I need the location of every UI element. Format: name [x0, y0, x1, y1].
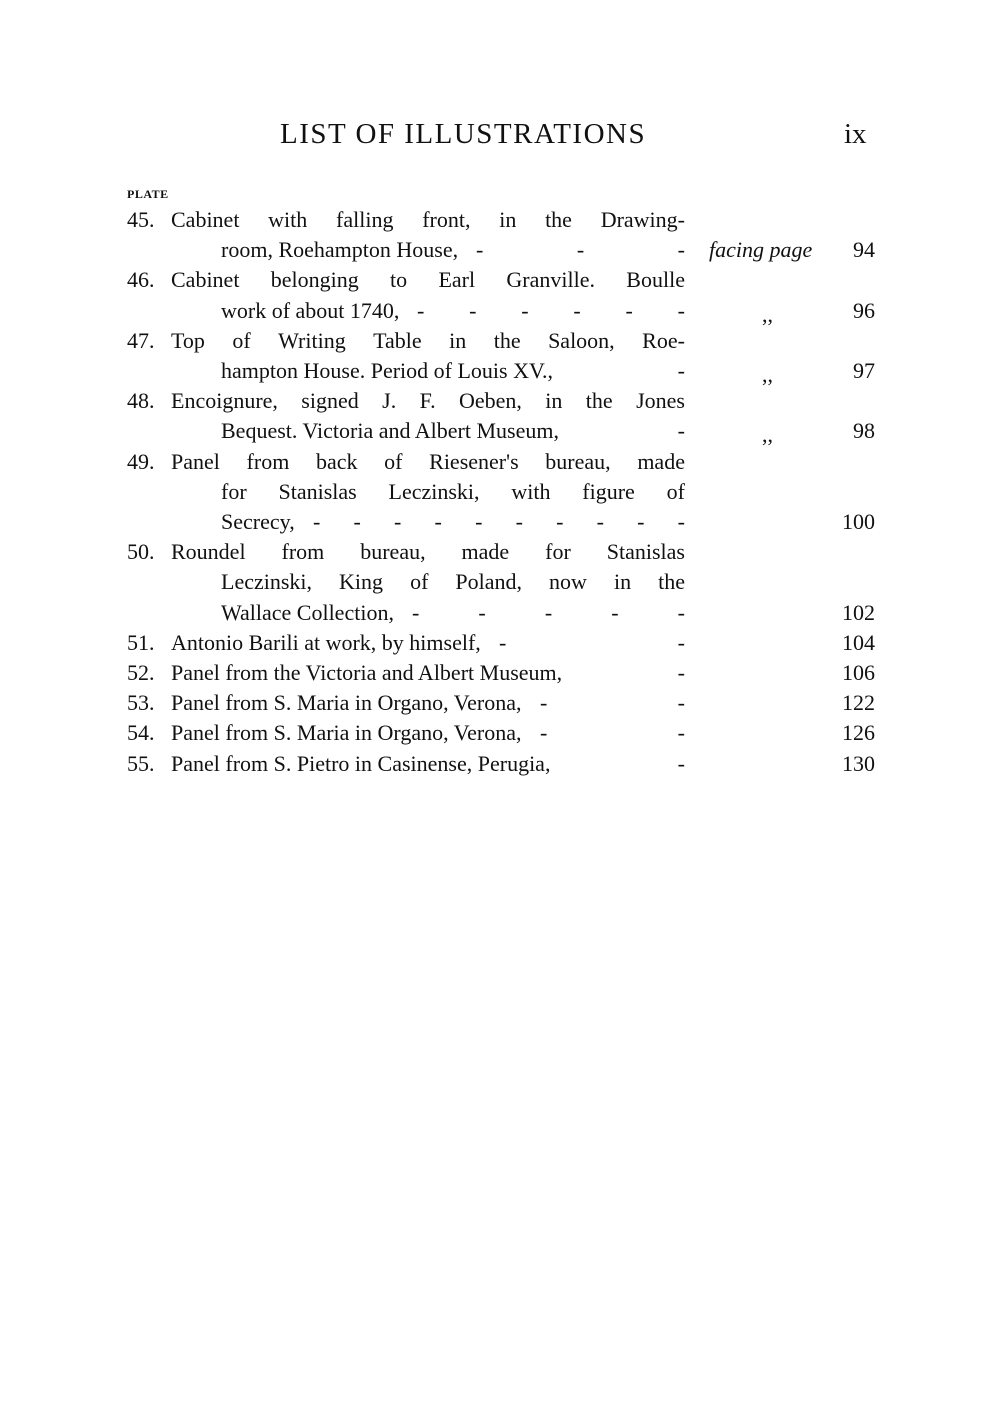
leader-dash: -: [515, 508, 523, 534]
leader-dash: -: [677, 660, 685, 685]
caption-text: Bequest. Victoria and Albert Museum,: [221, 418, 559, 444]
page-number: ix: [844, 118, 867, 150]
caption-line: [171, 628, 685, 658]
caption-line: Panel from back of Riesener's bureau, made: [171, 448, 685, 474]
leader-dash: -: [478, 599, 486, 625]
caption-text: Wallace Collection,: [221, 599, 394, 625]
caption-line: [221, 296, 685, 326]
caption-text: Panel from S. Pietro in Casinense, Perugia,: [171, 750, 551, 776]
list-item: [0, 447, 1000, 538]
leader-dash: -: [540, 720, 548, 746]
leader-dash: -: [417, 297, 425, 323]
caption-text: Panel from S. Maria in Organo, Verona,: [171, 690, 522, 716]
leader-dash: -: [556, 508, 564, 534]
leader-dash: -: [677, 599, 685, 625]
leader-dash: -: [625, 297, 633, 323]
caption-line: [171, 688, 685, 718]
caption-line: [221, 356, 685, 386]
caption-text: Antonio Barili at work, by himself,: [171, 629, 481, 655]
leader-dash: -: [544, 599, 553, 625]
page-reference: 97: [853, 357, 875, 383]
leader-dash: -: [476, 237, 484, 263]
dot-leader: [577, 416, 685, 446]
caption-line: [171, 718, 685, 748]
leader-dash: -: [499, 629, 507, 655]
ditto-mark: ,,: [762, 361, 773, 387]
page-reference: 96: [853, 297, 875, 323]
plate-number: 54.: [127, 720, 155, 746]
caption-text: hampton House. Period of Louis XV.,: [221, 357, 554, 383]
dot-leader: [580, 658, 685, 688]
plate-column-label: PLATE: [127, 187, 169, 201]
caption-text: work of about 1740,: [221, 297, 400, 323]
leader-dash: -: [677, 690, 685, 716]
leader-dash: -: [469, 297, 477, 323]
list-item: [0, 658, 1000, 688]
leader-dash: -: [394, 508, 402, 534]
leader-dash: -: [313, 508, 321, 534]
caption-line: Roundel from bureau, made for Stanislas: [171, 539, 685, 565]
dot-leader: [571, 356, 685, 386]
leader-dash: -: [677, 508, 685, 534]
leader-dash: -: [521, 297, 529, 323]
plate-number: 53.: [127, 690, 155, 716]
caption-line: [221, 416, 685, 446]
list-item: [0, 718, 1000, 748]
dot-leader: [540, 718, 685, 748]
dot-leader: [540, 688, 685, 718]
page-reference: 130: [842, 750, 875, 776]
dot-leader: [476, 235, 685, 265]
dot-leader: [417, 296, 685, 326]
plate-number: 45.: [127, 207, 155, 232]
dot-leader: [499, 628, 685, 658]
plate-number: 51.: [127, 629, 155, 655]
plate-number: 50.: [127, 539, 155, 565]
caption-line: Top of Writing Table in the Saloon, Roe-: [171, 327, 685, 353]
leader-dash: -: [611, 599, 619, 625]
plate-number: 52.: [127, 660, 155, 685]
page-title: LIST OF ILLUSTRATIONS: [280, 118, 647, 150]
leader-dash: -: [353, 508, 361, 534]
leader-dash: -: [573, 297, 581, 323]
list-item: [0, 628, 1000, 658]
leader-dash: -: [677, 297, 685, 323]
page-reference: 100: [842, 508, 875, 534]
leader-dash: -: [576, 237, 585, 263]
plate-number: 48.: [127, 388, 155, 414]
caption-line: [171, 658, 685, 688]
ditto-mark: ,,: [762, 422, 773, 448]
list-item: [0, 386, 1000, 446]
list-item: [0, 688, 1000, 718]
leader-dash: -: [475, 508, 483, 534]
page-reference: 106: [842, 660, 875, 685]
list-item: [0, 265, 1000, 325]
caption-line: [221, 598, 685, 628]
caption-line: Leczinski, King of Poland, now in the: [221, 569, 685, 595]
caption-text: room, Roehampton House,: [221, 237, 459, 263]
list-item: [0, 749, 1000, 779]
leader-dash: -: [540, 690, 548, 716]
caption-text: Secrecy,: [221, 508, 295, 534]
plate-number: 47.: [127, 327, 155, 353]
page-reference: 94: [853, 237, 875, 263]
leader-dash: -: [677, 357, 685, 383]
list-item: [0, 537, 1000, 628]
page-reference: 98: [853, 418, 875, 444]
caption-line: [221, 235, 685, 265]
leader-dash: -: [596, 508, 604, 534]
caption-line: for Stanislas Leczinski, with figure of: [221, 478, 685, 504]
ditto-mark: ,,: [762, 301, 773, 327]
list-item: [0, 326, 1000, 386]
page-reference: 104: [842, 629, 875, 655]
leader-dash: -: [412, 599, 420, 625]
caption-text: Panel from the Victoria and Albert Museum,: [171, 660, 563, 685]
leader-dash: -: [677, 629, 685, 655]
caption-line: Encoignure, signed J. F. Oeben, in the Jones: [171, 388, 685, 414]
caption-line: [171, 749, 685, 779]
plate-number: 55.: [127, 750, 155, 776]
leader-dash: -: [434, 508, 442, 534]
dot-leader: [412, 598, 685, 628]
leader-dash: -: [637, 508, 645, 534]
plate-number: 49.: [127, 448, 155, 474]
facing-page-label: facing page: [709, 237, 813, 263]
dot-leader: [313, 507, 685, 537]
plate-number: 46.: [127, 267, 155, 293]
leader-dash: -: [677, 720, 685, 746]
list-item: [0, 205, 1000, 265]
caption-text: Panel from S. Maria in Organo, Verona,: [171, 720, 522, 746]
page-reference: 126: [842, 720, 875, 746]
dot-leader: [568, 749, 685, 779]
caption-line: Cabinet with falling front, in the Drawing-: [171, 207, 685, 232]
caption-line: Cabinet belonging to Earl Granville. Boulle: [171, 267, 685, 293]
leader-dash: -: [677, 750, 685, 776]
page-reference: 122: [842, 690, 875, 716]
leader-dash: -: [677, 418, 685, 444]
caption-line: [221, 507, 685, 537]
page-reference: 102: [842, 599, 875, 625]
leader-dash: -: [677, 237, 685, 263]
